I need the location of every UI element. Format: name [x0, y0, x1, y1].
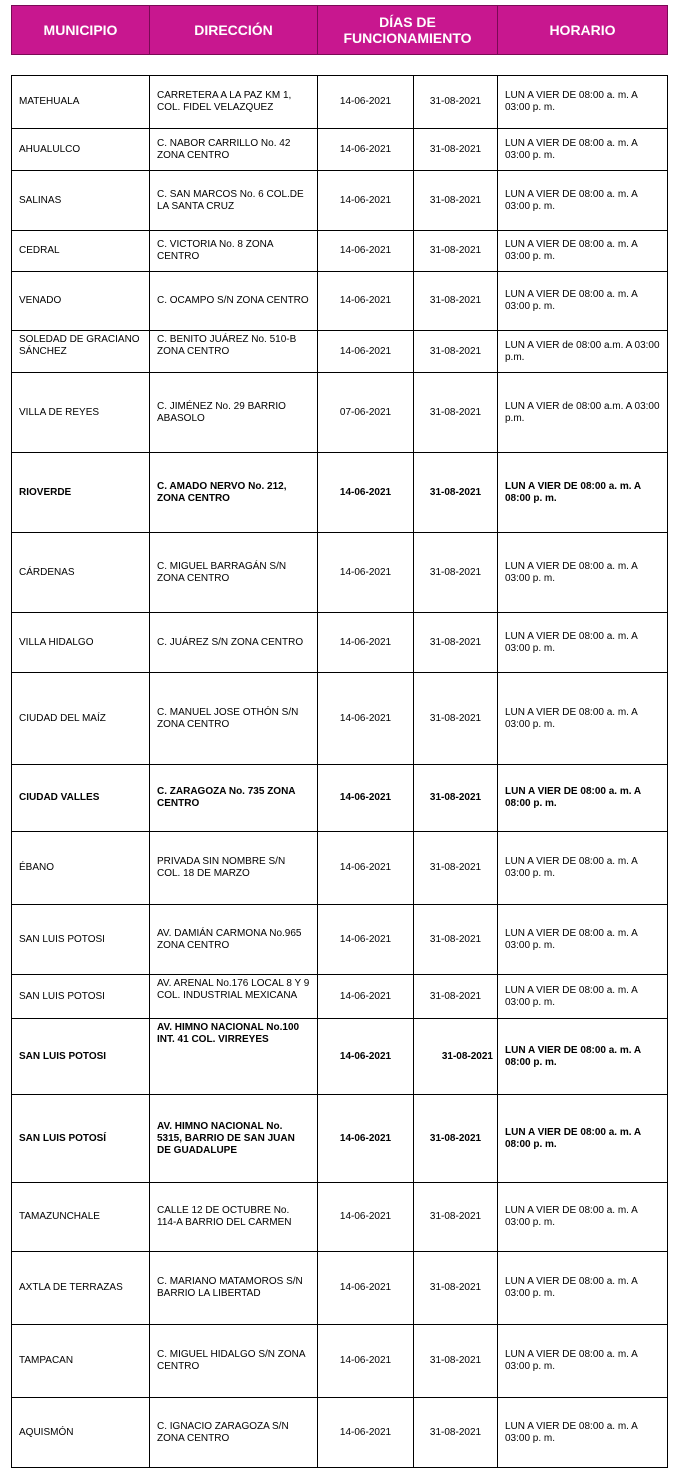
cell-municipio: VILLA DE REYES: [12, 373, 150, 453]
cell-direccion: C. VICTORIA No. 8 ZONA CENTRO: [150, 231, 318, 272]
cell-horario: LUN A VIER DE 08:00 a. m. A 08:00 p. m.: [498, 453, 668, 533]
table-row: [12, 171, 668, 231]
table-header: [11, 5, 668, 55]
cell-fecha-inicio: 14-06-2021: [318, 1183, 414, 1252]
table-row: [12, 1398, 668, 1468]
cell-direccion: C. OCAMPO S/N ZONA CENTRO: [150, 272, 318, 331]
cell-fecha-inicio: 14-06-2021: [318, 129, 414, 171]
table-row: [12, 231, 668, 272]
cell-fecha-fin: 31-08-2021: [414, 832, 498, 905]
cell-direccion: CARRETERA A LA PAZ KM 1, COL. FIDEL VELAZQUEZ: [150, 76, 318, 129]
cell-municipio: CEDRAL: [12, 231, 150, 272]
cell-fecha-fin: 31-08-2021: [414, 533, 498, 613]
cell-direccion: CALLE 12 DE OCTUBRE No. 114-A BARRIO DEL CARMEN: [150, 1183, 318, 1252]
cell-fecha-inicio: 14-06-2021: [318, 272, 414, 331]
cell-fecha-fin: 31-08-2021: [414, 1398, 498, 1468]
header-dias-de-funcionamiento: [318, 6, 498, 55]
cell-fecha-inicio: 14-06-2021: [318, 975, 414, 1019]
table-row: [12, 331, 668, 373]
cell-municipio: SAN LUIS POTOSI: [12, 905, 150, 975]
table-row: [12, 453, 668, 533]
cell-direccion: C. MIGUEL BARRAGÁN S/N ZONA CENTRO: [150, 533, 318, 613]
cell-municipio: VENADO: [12, 272, 150, 331]
cell-horario: LUN A VIER DE 08:00 a. m. A 03:00 p. m.: [498, 1252, 668, 1325]
cell-fecha-inicio: 14-06-2021: [318, 613, 414, 673]
cell-direccion: AV. HIMNO NACIONAL No.100 INT. 41 COL. VIRREYES: [150, 1019, 318, 1095]
cell-fecha-fin: 31-08-2021: [414, 1325, 498, 1398]
cell-fecha-inicio: 14-06-2021: [318, 76, 414, 129]
cell-fecha-fin: 31-08-2021: [414, 331, 498, 373]
cell-horario: LUN A VIER DE 08:00 a. m. A 03:00 p. m.: [498, 1183, 668, 1252]
cell-horario: LUN A VIER DE 08:00 a. m. A 03:00 p. m.: [498, 832, 668, 905]
cell-municipio: SALINAS: [12, 171, 150, 231]
cell-direccion: AV. DAMIÁN CARMONA No.965 ZONA CENTRO: [150, 905, 318, 975]
cell-fecha-fin: 31-08-2021: [414, 76, 498, 129]
cell-municipio: SAN LUIS POTOSÍ: [12, 1095, 150, 1183]
table-row: [12, 673, 668, 765]
cell-horario: LUN A VIER DE 08:00 a. m. A 03:00 p. m.: [498, 129, 668, 171]
table-row: [12, 613, 668, 673]
cell-fecha-fin: 31-08-2021: [414, 171, 498, 231]
cell-horario: LUN A VIER de 08:00 a.m. A 03:00 p.m.: [498, 331, 668, 373]
header-horario: HORARIO: [498, 6, 668, 55]
cell-municipio: RIOVERDE: [12, 453, 150, 533]
cell-fecha-inicio: 07-06-2021: [318, 373, 414, 453]
cell-municipio: VILLA HIDALGO: [12, 613, 150, 673]
cell-horario: LUN A VIER DE 08:00 a. m. A 03:00 p. m.: [498, 613, 668, 673]
cell-horario: LUN A VIER DE 08:00 a. m. A 03:00 p. m.: [498, 673, 668, 765]
cell-fecha-inicio: 14-06-2021: [318, 1095, 414, 1183]
table-row: [12, 272, 668, 331]
cell-direccion: C. AMADO NERVO No. 212, ZONA CENTRO: [150, 453, 318, 533]
table-row: [12, 1252, 668, 1325]
cell-horario: LUN A VIER DE 08:00 a. m. A 03:00 p. m.: [498, 171, 668, 231]
cell-direccion: C. JIMÉNEZ No. 29 BARRIO ABASOLO: [150, 373, 318, 453]
cell-fecha-fin: 31-08-2021: [414, 129, 498, 171]
header-dias-line2: FUNCIONAMIENTO: [343, 30, 472, 46]
cell-municipio: ÉBANO: [12, 832, 150, 905]
cell-municipio: AXTLA DE TERRAZAS: [12, 1252, 150, 1325]
table-row: [12, 373, 668, 453]
cell-municipio: SAN LUIS POTOSI: [12, 1019, 150, 1095]
cell-horario: LUN A VIER DE 08:00 a. m. A 03:00 p. m.: [498, 533, 668, 613]
header-dias-line1: DÍAS DE: [379, 14, 436, 30]
cell-direccion: C. MIGUEL HIDALGO S/N ZONA CENTRO: [150, 1325, 318, 1398]
cell-fecha-inicio: 14-06-2021: [318, 331, 414, 373]
cell-horario: LUN A VIER de 08:00 a.m. A 03:00 p.m.: [498, 373, 668, 453]
cell-horario: LUN A VIER DE 08:00 a. m. A 03:00 p. m.: [498, 231, 668, 272]
cell-municipio: AHUALULCO: [12, 129, 150, 171]
cell-direccion: AV. HIMNO NACIONAL No. 5315, BARRIO DE SAN JUAN DE GUADALUPE: [150, 1095, 318, 1183]
cell-fecha-inicio: 14-06-2021: [318, 765, 414, 832]
cell-direccion: C. IGNACIO ZARAGOZA S/N ZONA CENTRO: [150, 1398, 318, 1468]
table-row: [12, 905, 668, 975]
table-row: [12, 533, 668, 613]
table-row: [12, 129, 668, 171]
cell-direccion: AV. ARENAL No.176 LOCAL 8 Y 9 COL. INDUSTRIAL MEXICANA: [150, 975, 318, 1019]
table-row: [12, 832, 668, 905]
table-row: [12, 1095, 668, 1183]
cell-direccion: C. JUÁREZ S/N ZONA CENTRO: [150, 613, 318, 673]
cell-fecha-inicio: 14-06-2021: [318, 533, 414, 613]
cell-horario: LUN A VIER DE 08:00 a. m. A 03:00 p. m.: [498, 76, 668, 129]
cell-municipio: CÁRDENAS: [12, 533, 150, 613]
cell-municipio: SAN LUIS POTOSI: [12, 975, 150, 1019]
cell-fecha-fin: 31-08-2021: [414, 1183, 498, 1252]
schedule-table: [11, 75, 668, 1468]
cell-direccion: C. NABOR CARRILLO No. 42 ZONA CENTRO: [150, 129, 318, 171]
cell-fecha-inicio: 14-06-2021: [318, 453, 414, 533]
cell-fecha-fin: 31-08-2021: [414, 231, 498, 272]
cell-fecha-inicio: 14-06-2021: [318, 1325, 414, 1398]
cell-horario: LUN A VIER DE 08:00 a. m. A 03:00 p. m.: [498, 1398, 668, 1468]
cell-horario: LUN A VIER DE 08:00 a. m. A 03:00 p. m.: [498, 1325, 668, 1398]
cell-municipio: CIUDAD VALLES: [12, 765, 150, 832]
cell-horario: LUN A VIER DE 08:00 a. m. A 03:00 p. m.: [498, 272, 668, 331]
cell-direccion: C. SAN MARCOS No. 6 COL.DE LA SANTA CRUZ: [150, 171, 318, 231]
cell-fecha-fin: 31-08-2021: [414, 272, 498, 331]
cell-fecha-fin: 31-08-2021: [414, 373, 498, 453]
header-direccion: DIRECCIÓN: [150, 6, 318, 55]
cell-direccion: C. MANUEL JOSE OTHÓN S/N ZONA CENTRO: [150, 673, 318, 765]
cell-fecha-inicio: 14-06-2021: [318, 1398, 414, 1468]
cell-municipio: TAMAZUNCHALE: [12, 1183, 150, 1252]
cell-municipio: AQUISMÓN: [12, 1398, 150, 1468]
cell-municipio: MATEHUALA: [12, 76, 150, 129]
cell-fecha-fin: 31-08-2021: [414, 905, 498, 975]
cell-horario: LUN A VIER DE 08:00 a. m. A 08:00 p. m.: [498, 1019, 668, 1095]
table-row: [12, 76, 668, 129]
cell-horario: LUN A VIER DE 08:00 a. m. A 08:00 p. m.: [498, 765, 668, 832]
cell-fecha-inicio: 14-06-2021: [318, 1252, 414, 1325]
cell-direccion: C. ZARAGOZA No. 735 ZONA CENTRO: [150, 765, 318, 832]
cell-direccion: PRIVADA SIN NOMBRE S/N COL. 18 DE MARZO: [150, 832, 318, 905]
cell-fecha-fin: 31-08-2021: [414, 1095, 498, 1183]
cell-fecha-inicio: 14-06-2021: [318, 905, 414, 975]
cell-municipio: TAMPACAN: [12, 1325, 150, 1398]
header-municipio: MUNICIPIO: [12, 6, 150, 55]
cell-direccion: C. BENITO JUÁREZ No. 510-B ZONA CENTRO: [150, 331, 318, 373]
table-row: [12, 1019, 668, 1095]
cell-municipio: SOLEDAD DE GRACIANO SÁNCHEZ: [12, 331, 150, 373]
table-row: [12, 975, 668, 1019]
table-row: [12, 1183, 668, 1252]
cell-fecha-inicio: 14-06-2021: [318, 231, 414, 272]
cell-horario: LUN A VIER DE 08:00 a. m. A 08:00 p. m.: [498, 1095, 668, 1183]
cell-fecha-inicio: 14-06-2021: [318, 673, 414, 765]
cell-fecha-inicio: 14-06-2021: [318, 832, 414, 905]
cell-direccion: C. MARIANO MATAMOROS S/N BARRIO LA LIBERTAD: [150, 1252, 318, 1325]
cell-fecha-fin: 31-08-2021: [414, 453, 498, 533]
cell-fecha-inicio: 14-06-2021: [318, 1019, 414, 1095]
cell-fecha-inicio: 14-06-2021: [318, 171, 414, 231]
cell-horario: LUN A VIER DE 08:00 a. m. A 03:00 p. m.: [498, 975, 668, 1019]
table-row: [12, 1325, 668, 1398]
cell-fecha-fin: 31-08-2021: [414, 673, 498, 765]
cell-fecha-fin: 31-08-2021: [414, 613, 498, 673]
cell-municipio: CIUDAD DEL MAÍZ: [12, 673, 150, 765]
cell-fecha-fin: 31-08-2021: [414, 975, 498, 1019]
table-row: [12, 765, 668, 832]
cell-fecha-fin: 31-08-2021: [414, 1252, 498, 1325]
cell-fecha-fin: 31-08-2021: [414, 1019, 498, 1095]
cell-horario: LUN A VIER DE 08:00 a. m. A 03:00 p. m.: [498, 905, 668, 975]
cell-fecha-fin: 31-08-2021: [414, 765, 498, 832]
